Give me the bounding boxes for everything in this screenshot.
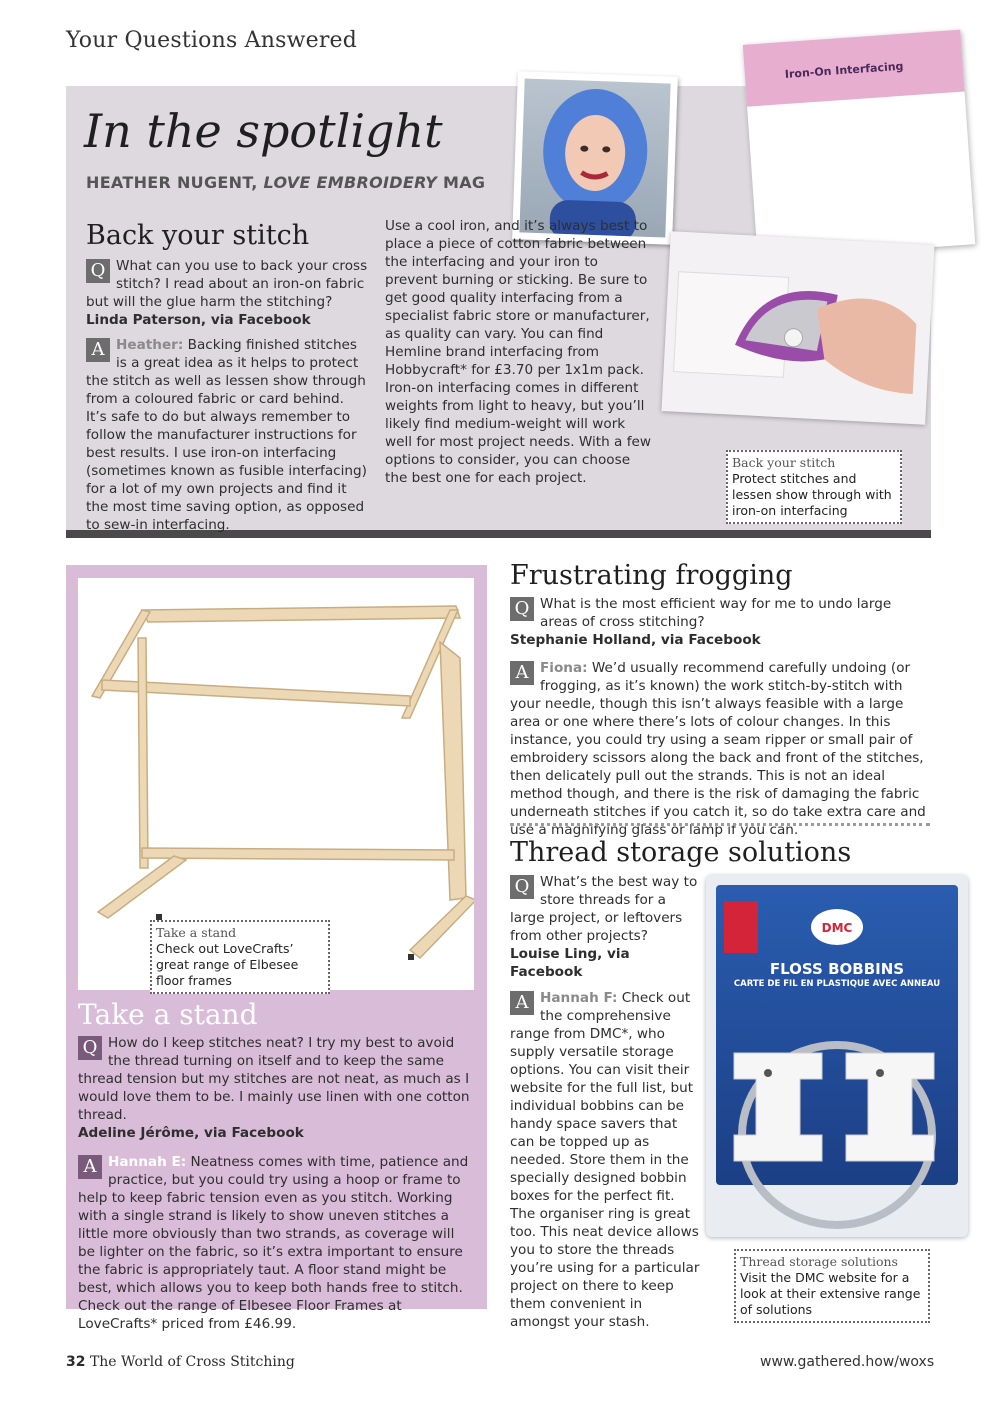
caption-title: Back your stitch bbox=[732, 455, 836, 470]
question-badge: Q bbox=[510, 875, 534, 899]
pack-title: FLOSS BOBBINS bbox=[769, 960, 905, 978]
pack-label: Iron-On Interfacing bbox=[784, 59, 904, 81]
magazine-url: www.gathered.how/woxs bbox=[760, 1354, 935, 1370]
question-badge: Q bbox=[510, 597, 534, 621]
back-stitch-question: Q What can you use to back your cross stitch? I read about an iron-on fabric but will the glue harm the stitching? bbox=[86, 258, 368, 310]
page-footer-left bbox=[66, 1354, 295, 1370]
back-stitch-qa bbox=[86, 257, 368, 534]
answer-badge: A bbox=[510, 661, 534, 685]
take-a-stand-question: Q How do I keep stitches neat? I try my best to avoid the thread turning on itself and to keep the same thread tension but my stitches are not neat, as much as I would love them to be. I mainly use linen with one cotton thread. bbox=[78, 1035, 470, 1123]
iron-photo bbox=[661, 231, 934, 425]
spotlight-byline bbox=[86, 173, 485, 192]
back-stitch-asker: Linda Paterson, via Facebook bbox=[86, 312, 311, 328]
frogging-answer: A Fiona: We’d usually recommend carefully undoing (or frogging, as it’s known) the work stitch-by-stitch with your needle, though this isn’t always feasible with a large area or one where there’s lots of colour changes. In this instance, you could try using a seam ripper or small pair of embroidery scissors along the back and front of the stitches, then delicately pull out the strands. This is not an ideal method though, and there is the risk of damaging the fabric underneath stitches if you catch it, so do take extra care and use a magnifying glass or lamp if you can. bbox=[510, 660, 926, 838]
question-badge: Q bbox=[78, 1036, 102, 1060]
thread-storage-qa bbox=[510, 873, 702, 1331]
spotlight-title: In the spotlight bbox=[84, 104, 443, 158]
take-a-stand-answer: A Hannah E: Neatness comes with time, patience and practice, but you could try using a hoop or frame to help to keep fabric tension even as you stitch. Working with a single strand is likely to show uneven stitches a little more obviously than two strands, as coverage will be lighter on the fabric, so it’s extra important to ensure the fabric is appropriately taut. A floor stand might be best, which allows you to keep both hands free to stitch. Check out the range of Elbesee Floor Frames at LoveCrafts* priced from £46.99. bbox=[78, 1154, 469, 1332]
magazine-name: The World of Cross Stitching bbox=[89, 1354, 295, 1370]
portrait-illustration bbox=[519, 78, 670, 237]
caption-text: Protect stitches and lessen show through with iron-on interfacing bbox=[732, 471, 892, 518]
question-badge: Q bbox=[86, 259, 110, 283]
thread-storage-heading: Thread storage solutions bbox=[510, 837, 852, 868]
back-stitch-answer: A Heather: Backing finished stitches is a great idea as it helps to protect the stitch as well as lessen show through from a coloured fabric or card behind. It’s safe to do but always remember to follow the manufacturer instructions for best results. I use iron-on interfacing (sometimes known as fusible interfacing) for a lot of my own projects and find it the most time saving option, as opposed to sew-in interfacing. bbox=[86, 337, 367, 533]
frogging-heading: Frustrating frogging bbox=[510, 560, 793, 591]
page-number: 32 bbox=[66, 1354, 86, 1370]
pack-subtitle: CARTE DE FIL EN PLASTIQUE AVEC ANNEAU bbox=[733, 979, 941, 989]
back-stitch-caption bbox=[726, 450, 902, 524]
iron-illustration bbox=[661, 231, 934, 425]
thread-storage-answer: A Hannah F: Check out the comprehensive range from DMC*, who supply versatile storage options. You can visit their website for the full list, but individual bobbins can be handy space savers that can be topped up as needed. Store them in the specially designed bobbin boxes for the perfect fit. The organiser ring is great too. This neat device allows you to store the threads you’re using for a particular project on there to keep them convenient in amongst your stash. bbox=[510, 990, 700, 1330]
byline-suffix: MAG bbox=[437, 173, 486, 192]
byline-name: HEATHER NUGENT, bbox=[86, 173, 264, 192]
take-a-stand-asker: Adeline Jérôme, via Facebook bbox=[78, 1125, 304, 1141]
frogging-asker: Stephanie Holland, via Facebook bbox=[510, 632, 761, 648]
dmc-brand: DMC bbox=[821, 921, 853, 935]
floss-bobbins-photo bbox=[706, 875, 968, 1237]
caption-title: Thread storage solutions bbox=[740, 1254, 898, 1269]
frogging-qa bbox=[510, 595, 930, 839]
caption-text: Visit the DMC website for a look at their extensive range of solutions bbox=[740, 1270, 921, 1317]
caption-title: Take a stand bbox=[156, 925, 237, 940]
byline-mag: LOVE EMBROIDERY bbox=[263, 173, 438, 192]
caption-text: Check out LoveCrafts’ great range of Elbesee floor frames bbox=[156, 941, 299, 988]
answer-badge: A bbox=[510, 991, 534, 1015]
frogging-question: Q What is the most efficient way for me to undo large areas of cross stitching? bbox=[510, 595, 930, 631]
answer-badge: A bbox=[86, 338, 110, 362]
answer-badge: A bbox=[78, 1155, 102, 1179]
back-stitch-answer-continued: Use a cool iron, and it’s always best to place a piece of cotton fabric between the interfacing and your iron to prevent burning or sticking. Be sure to get good quality interfacing from a specialist fabric store or manufacturer, as quality can vary. You can find Hemline brand interfacing from Hobbycraft* for £3.70 per 1x1m pack. Iron-on interfacing comes in different weights from light to heavy, but you’ll likely find medium-weight will work well for most project needs. With a few options to consider, you can choose the best one for each project. bbox=[385, 218, 651, 486]
interfacing-pack-photo bbox=[743, 30, 975, 260]
take-a-stand-heading: Take a stand bbox=[78, 998, 258, 1031]
take-a-stand-caption bbox=[150, 920, 330, 994]
thread-storage-caption bbox=[734, 1249, 930, 1323]
section-header: Your Questions Answered bbox=[66, 28, 358, 53]
thread-storage-question: Q What’s the best way to store threads for a large project, or leftovers from other projects? bbox=[510, 874, 698, 944]
back-stitch-heading: Back your stitch bbox=[86, 220, 310, 251]
thread-storage-asker: Louise Ling, via Facebook bbox=[510, 946, 630, 980]
section-divider bbox=[510, 823, 930, 826]
take-a-stand-qa bbox=[78, 1034, 474, 1333]
